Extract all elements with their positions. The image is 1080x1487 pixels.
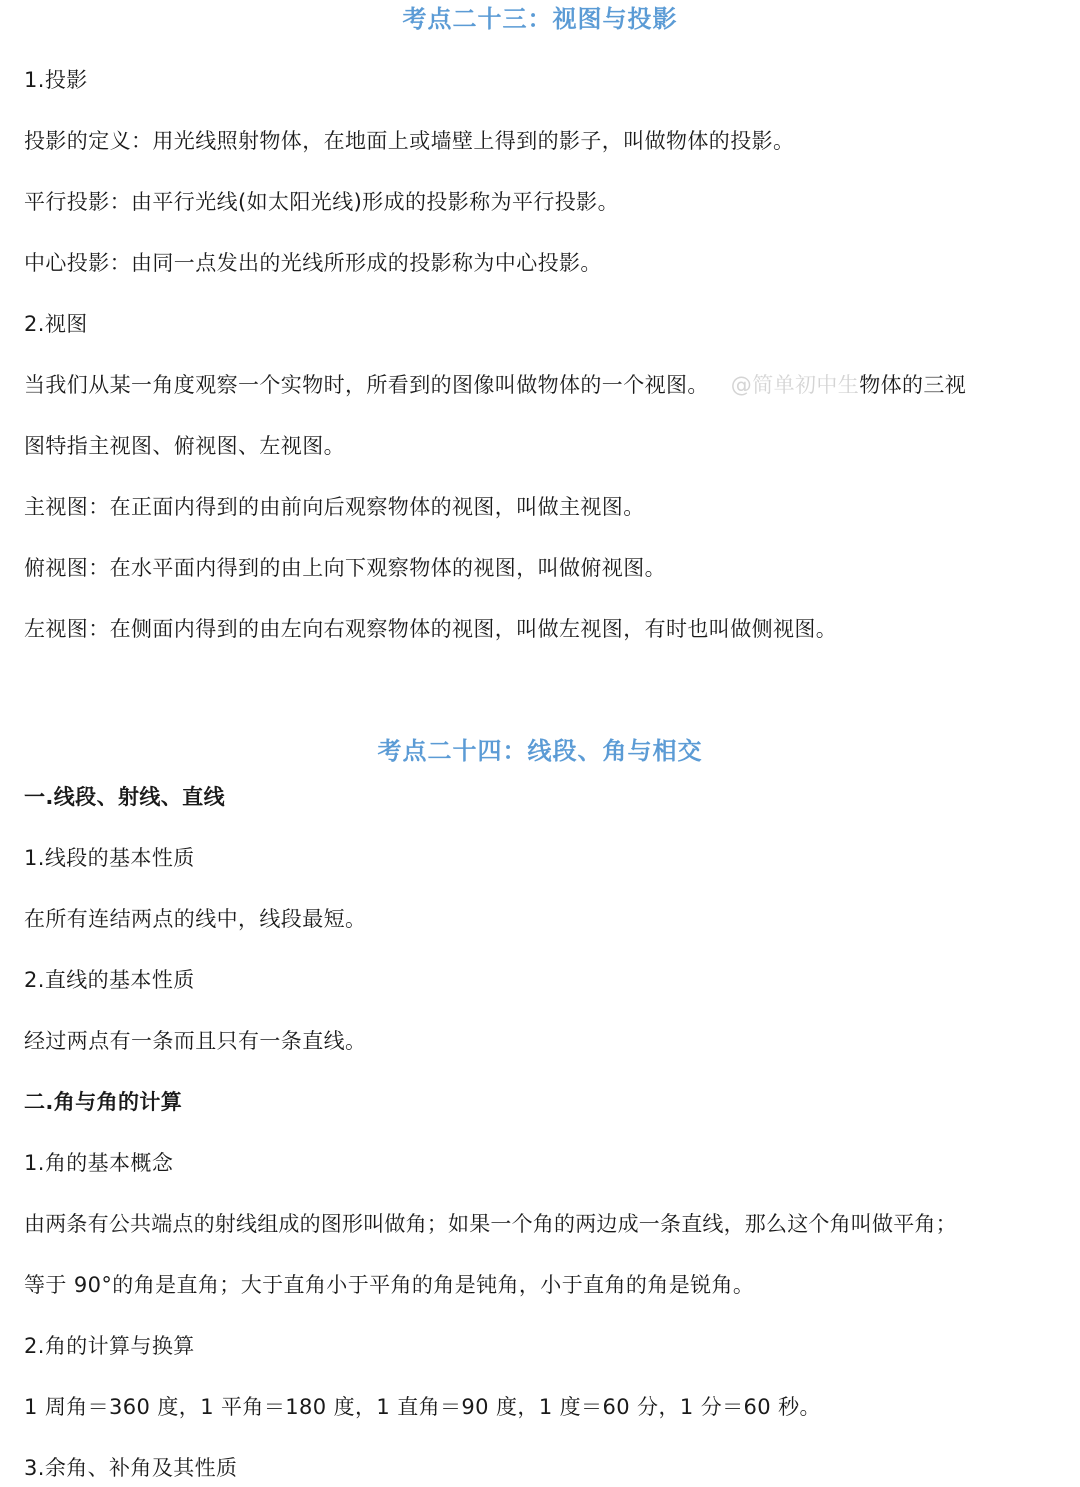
subheading-angle-concept: 1.角的基本概念 bbox=[24, 1151, 174, 1175]
paragraph-line-property: 经过两点有一条而且只有一条直线。 bbox=[24, 1029, 367, 1053]
paragraph-view-continued: 物体的三视 bbox=[859, 373, 967, 397]
subheading-complementary-supplementary: 3.余角、补角及其性质 bbox=[24, 1456, 238, 1480]
heading-segment-ray-line: 一.线段、射线、直线 bbox=[24, 785, 225, 809]
paragraph-top-view: 俯视图：在水平面内得到的由上向下观察物体的视图，叫做俯视图。 bbox=[24, 556, 666, 580]
paragraph-main-view: 主视图：在正面内得到的由前向后观察物体的视图，叫做主视图。 bbox=[24, 495, 645, 519]
subheading-view: 2.视图 bbox=[24, 312, 88, 336]
paragraph-angle-types: 等于 90°的角是直角；大于直角小于平角的角是钝角，小于直角的角是锐角。 bbox=[24, 1273, 755, 1297]
subheading-line-property: 2.直线的基本性质 bbox=[24, 968, 195, 992]
section-title: 考点二十三：视图与投影 bbox=[402, 5, 678, 33]
heading-angle-calculation: 二.角与角的计算 bbox=[24, 1090, 183, 1114]
paragraph-parallel-projection: 平行投影：由平行光线(如太阳光线)形成的投影称为平行投影。 bbox=[24, 190, 619, 214]
paragraph-view-text: 当我们从某一角度观察一个实物时，所看到的图像叫做物体的一个视图。 bbox=[24, 373, 709, 397]
paragraph-view-continued-line: 图特指主视图、俯视图、左视图。 bbox=[24, 434, 345, 458]
subheading-segment-property: 1.线段的基本性质 bbox=[24, 846, 195, 870]
paragraph-central-projection: 中心投影：由同一点发出的光线所形成的投影称为中心投影。 bbox=[24, 251, 602, 275]
subheading-projection: 1.投影 bbox=[24, 68, 88, 92]
paragraph-angle-conversion: 1 周角＝360 度，1 平角＝180 度，1 直角＝90 度，1 度＝60 分，1 分＝60 秒。 bbox=[24, 1395, 821, 1419]
paragraph-left-view: 左视图：在侧面内得到的由左向右观察物体的视图，叫做左视图，有时也叫做侧视图。 bbox=[24, 617, 838, 641]
paragraph-angle-concept: 由两条有公共端点的射线组成的图形叫做角；如果一个角的两边成一条直线，那么这个角叫做平角； bbox=[24, 1212, 957, 1236]
paragraph-projection-definition: 投影的定义：用光线照射物体，在地面上或墙壁上得到的影子，叫做物体的投影。 bbox=[24, 129, 795, 153]
paragraph-segment-property: 在所有连结两点的线中，线段最短。 bbox=[24, 907, 367, 931]
watermark-text: @简单初中生 bbox=[730, 373, 860, 397]
subheading-angle-conversion: 2.角的计算与换算 bbox=[24, 1334, 195, 1358]
paragraph-view bbox=[24, 370, 1072, 400]
section-title: 考点二十四：线段、角与相交 bbox=[377, 737, 703, 765]
